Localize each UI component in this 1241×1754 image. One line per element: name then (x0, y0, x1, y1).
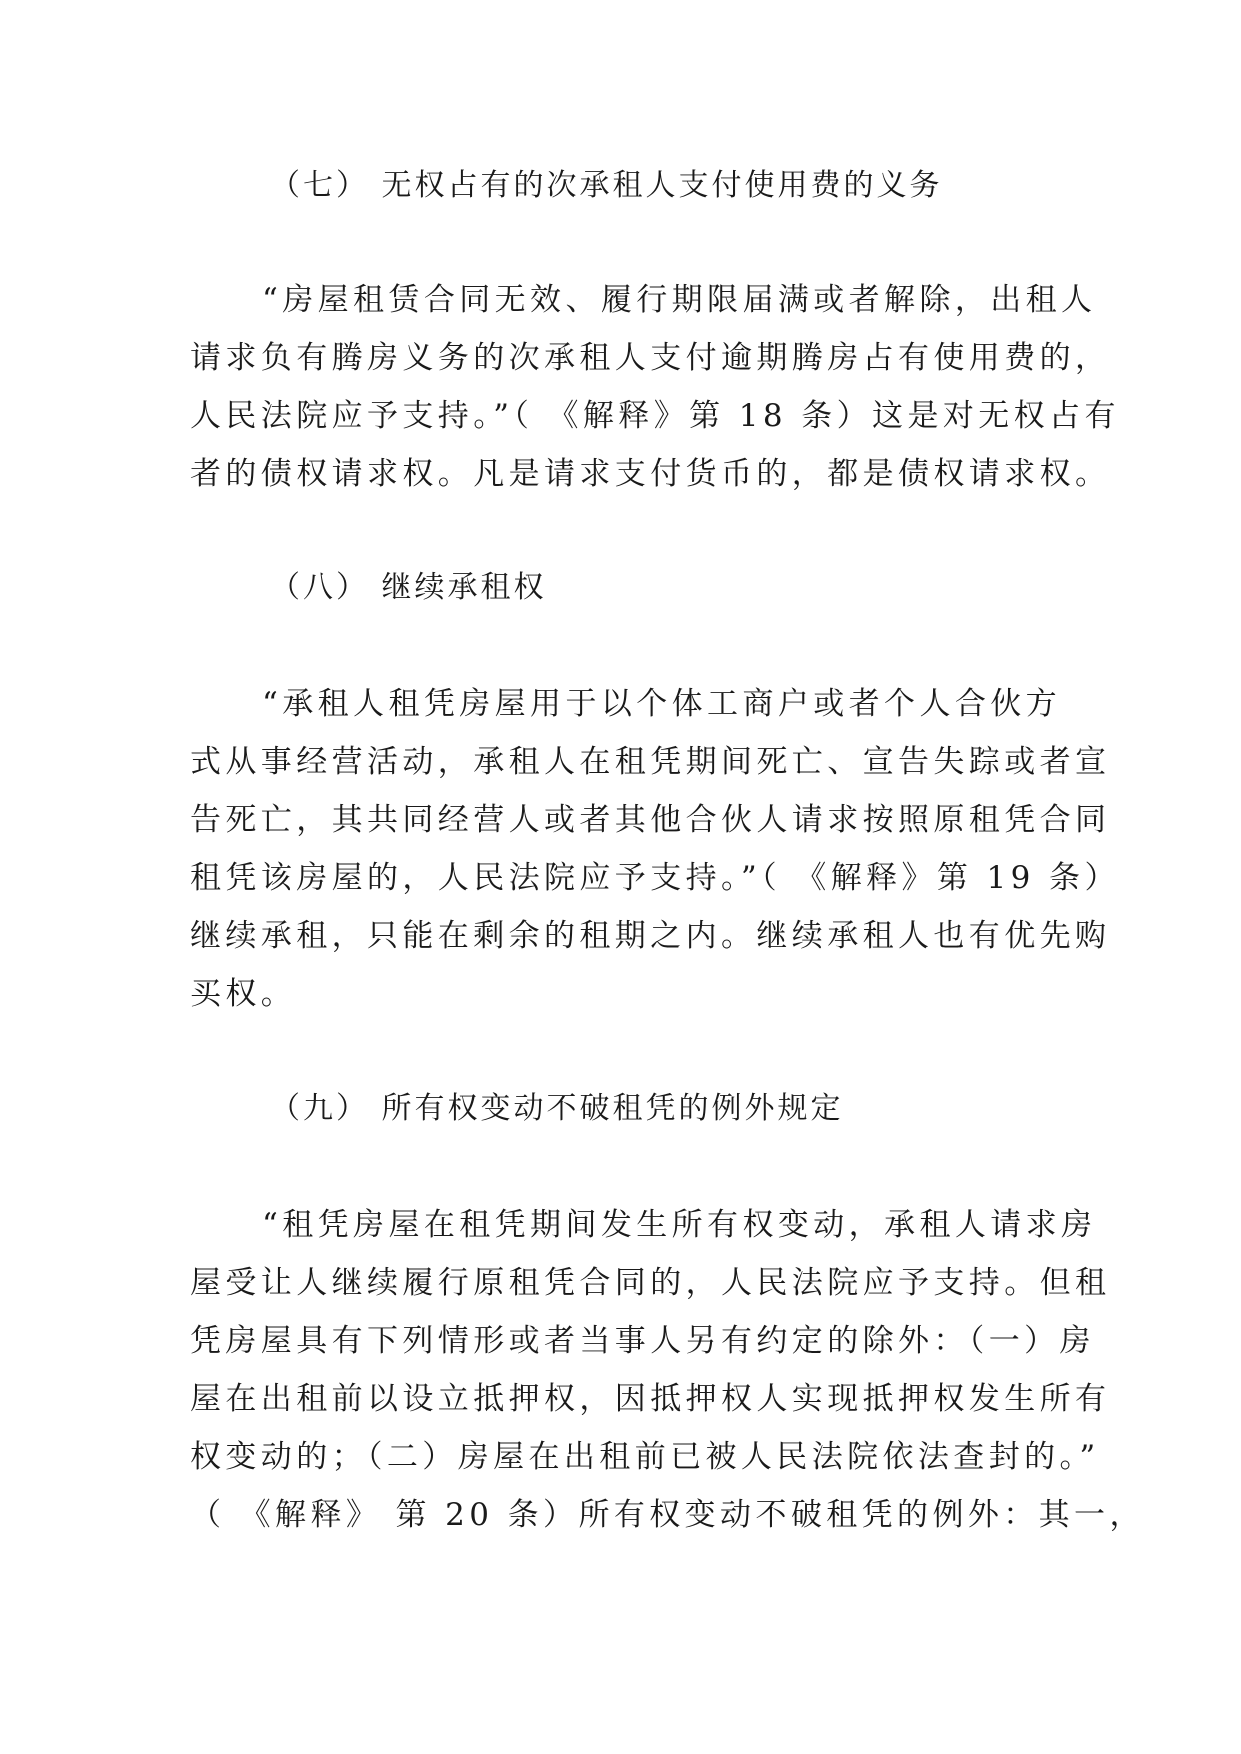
paragraph-line: 屋受让人继续履行原租凭合同的，人民法院应予支持。但租 (190, 1265, 1111, 1301)
paragraph-line: 告死亡，其共同经营人或者其他合伙人请求按照原租凭合同 (190, 802, 1111, 838)
paragraph-line: 人民法院应予支持。”（ 《解释》第 18 条）这是对无权占有 (190, 398, 1120, 434)
paragraph-line: 式从事经营活动，承租人在租凭期间死亡、宣告失踪或者宣 (190, 744, 1111, 780)
section-paragraph-7 (190, 271, 1120, 503)
section-heading-9: （九） 所有权变动不破租凭的例外规定 (270, 1091, 844, 1126)
paragraph-line: “房屋租赁合同无效、履行期限届满或者解除，出租人 (262, 282, 1097, 318)
section-heading-8: （八） 继续承租权 (270, 570, 547, 605)
paragraph-line: 租凭该房屋的，人民法院应予支持。”（ 《解释》第 19 条） (190, 860, 1120, 896)
section-heading-7: （七） 无权占有的次承租人支付使用费的义务 (270, 168, 943, 203)
paragraph-line: “承租人租凭房屋用于以个体工商户或者个人合伙方 (262, 686, 1062, 722)
paragraph-line: 权变动的；（二）房屋在出租前已被人民法院依法查封的。” (190, 1439, 1100, 1475)
paragraph-line: 凭房屋具有下列情形或者当事人另有约定的除外：（一）房 (190, 1323, 1095, 1359)
paragraph-line: 买权。 (190, 976, 297, 1012)
paragraph-line: 请求负有腾房义务的次承租人支付逾期腾房占有使用费的， (190, 340, 1111, 376)
paragraph-line: （ 《解释》 第 20 条）所有权变动不破租凭的例外：其一， (190, 1497, 1145, 1533)
section-paragraph-8 (190, 675, 1120, 1023)
section-paragraph-9 (190, 1196, 1145, 1544)
paragraph-line: 继续承租，只能在剩余的租期之内。继续承租人也有优先购 (190, 918, 1111, 954)
paragraph-line: 屋在出租前以设立抵押权，因抵押权人实现抵押权发生所有 (190, 1381, 1111, 1417)
paragraph-line: 者的债权请求权。凡是请求支付货币的，都是债权请求权。 (190, 456, 1111, 492)
paragraph-line: “租凭房屋在租凭期间发生所有权变动，承租人请求房 (262, 1207, 1097, 1243)
